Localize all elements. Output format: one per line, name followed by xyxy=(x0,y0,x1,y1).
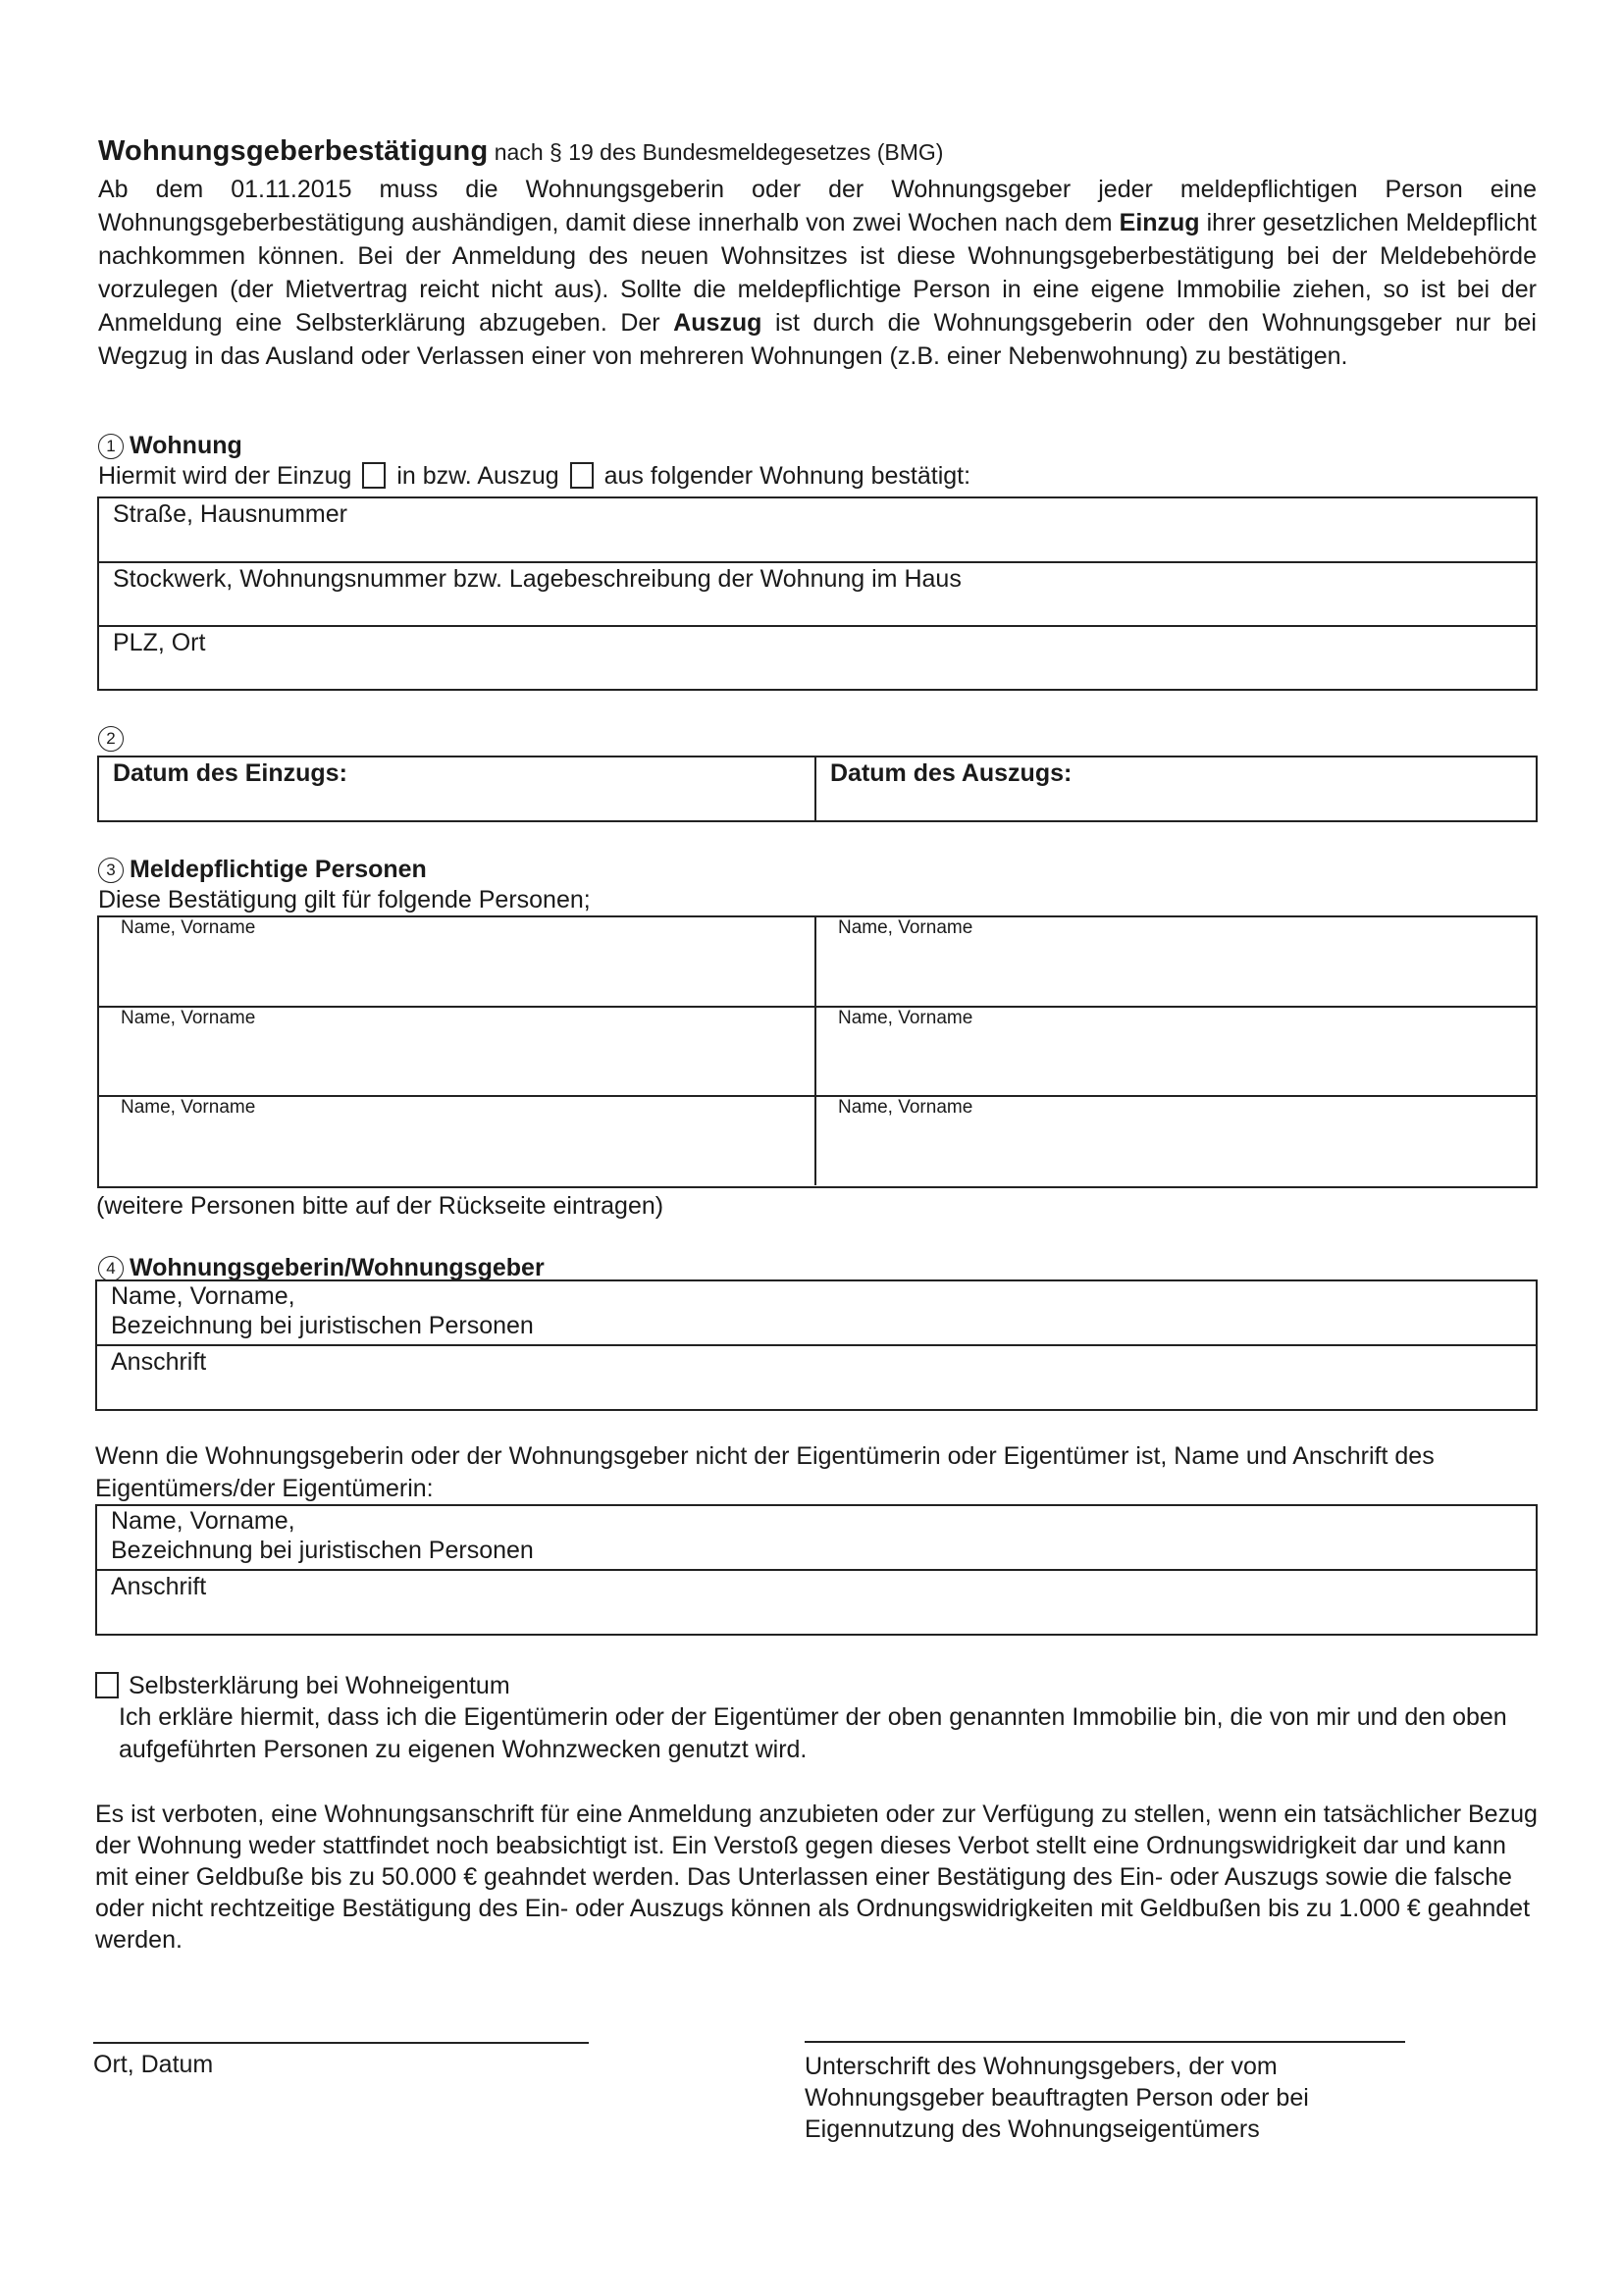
section-2-heading xyxy=(98,726,130,752)
person-6-input[interactable] xyxy=(816,1097,1536,1185)
circled-number-2-icon: 2 xyxy=(98,726,124,752)
einzug-checkbox[interactable] xyxy=(362,462,386,489)
landlord-signature-label xyxy=(805,2051,1492,2145)
person-2-input[interactable] xyxy=(816,917,1536,1006)
owner-name-field[interactable] xyxy=(97,1506,1536,1571)
owner-address-field[interactable] xyxy=(97,1571,1536,1633)
owner-address-input[interactable] xyxy=(97,1571,1536,1633)
document-title xyxy=(98,135,943,168)
landlord-address-field[interactable] xyxy=(97,1346,1536,1408)
intro-text-3: ist durch die Wohnungsgeberin oder den Wohnungsgeber nur bei Wegzug in das Ausland oder Verlassen einer von mehreren Wohnungen (z.B. einer Nebenwohnung) zu bestätigen. xyxy=(98,309,1537,370)
person-3-field[interactable] xyxy=(99,1008,816,1095)
owner-name-label-line-2: Bezeichnung bei juristischen Personen xyxy=(111,1537,534,1564)
move-confirmation-line xyxy=(98,462,970,491)
owner-box xyxy=(95,1504,1538,1636)
self-declaration-text: Ich erkläre hiermit, dass ich die Eigentümerin oder der Eigentümer der oben genannten Immobilie bin, die von mir und den oben aufgeführten Personen zu eigenen Wohnzwecken genutzt wird. xyxy=(119,1703,1507,1763)
move-out-date-field[interactable] xyxy=(816,757,1536,820)
landlord-box xyxy=(95,1279,1538,1411)
persons-table xyxy=(97,915,1538,1188)
move-in-date-field[interactable] xyxy=(99,757,816,820)
owner-intro: Wenn die Wohnungsgeberin oder der Wohnungsgeber nicht der Eigentümerin oder Eigentümer ist, Name und Anschrift des Eigentümers/der Eigentümerin: xyxy=(95,1442,1435,1502)
dates-box xyxy=(97,756,1538,822)
person-5-label: Name, Vorname xyxy=(121,1097,256,1118)
person-5-input[interactable] xyxy=(99,1097,814,1185)
confirm-suffix: aus folgender Wohnung bestätigt: xyxy=(603,462,971,490)
person-5-field[interactable] xyxy=(99,1097,816,1185)
zip-city-input[interactable] xyxy=(99,627,1536,688)
person-6-field[interactable] xyxy=(816,1097,1536,1185)
legal-notice: Es ist verboten, eine Wohnungsanschrift für eine Anmeldung anzubieten oder zur Verfügung zu stellen, wenn ein tatsächlicher Bezug der Wohnung weder stattfindet noch beabsichtigt ist. Ein Verstoß gegen dieses Verbot stellt eine Ordnungswidrigkeit dar und kann mit einer Geldbuße bis zu 50.000 € geahndet werden. Das Unterlassen einer Bestätigung des Ein- oder Auszugs sowie die falsche oder nicht rechtzeitige Bestätigung des Ein- oder Auszugs können als Ordnungswidrigkeiten mit Geldbußen bis zu 1.000 € geahndet werden. xyxy=(95,1800,1538,1954)
landlord-address-input[interactable] xyxy=(97,1346,1536,1408)
self-declaration-row xyxy=(95,1672,510,1700)
title-main: Wohnungsgeberbestätigung xyxy=(98,135,489,167)
section-3-title: Meldepflichtige Personen xyxy=(130,856,427,883)
auszug-checkbox[interactable] xyxy=(570,462,594,489)
landlord-name-input[interactable] xyxy=(97,1281,1536,1344)
intro-paragraph xyxy=(98,173,1537,373)
landlord-name-field[interactable] xyxy=(97,1281,1536,1346)
person-4-field[interactable] xyxy=(816,1008,1536,1095)
signature-label-line-3: Eigennutzung des Wohnungseigentümers xyxy=(805,2115,1260,2143)
self-declaration-checkbox[interactable] xyxy=(95,1672,119,1698)
street-input[interactable] xyxy=(99,498,1536,561)
landlord-name-label-line-2: Bezeichnung bei juristischen Personen xyxy=(111,1312,534,1339)
section-3-heading xyxy=(98,856,427,884)
signature-label-line-2: Wohnungsgeber beauftragten Person oder bei xyxy=(805,2084,1309,2112)
title-subtitle: nach § 19 des Bundesmeldegesetzes (BMG) xyxy=(488,139,944,165)
landlord-signature-line[interactable] xyxy=(805,2041,1405,2043)
intro-text-2: ihrer gesetzlichen Meldepflicht nachkommen können. Bei der Anmeldung des neuen Wohnsitzes ist diese Wohnungsgeberbestätigung bei der Meldebehörde vorzulegen (der Mietvertrag reicht nicht aus). Sollte die meldepflichtige Person in eine eigene Immobilie ziehen, so ist bei der Anmeldung eine Selbsterklärung abzugeben. Der xyxy=(98,209,1537,337)
floor-input[interactable] xyxy=(99,563,1536,625)
intro-bold-einzug: Einzug xyxy=(1119,209,1200,236)
section-4-title: Wohnungsgeberin/Wohnungsgeber xyxy=(130,1254,545,1281)
zip-city-field[interactable] xyxy=(99,627,1536,688)
self-declaration-label: Selbsterklärung bei Wohneigentum xyxy=(129,1672,510,1699)
person-1-label: Name, Vorname xyxy=(121,917,256,938)
persons-row-1 xyxy=(99,917,1536,1008)
person-2-label: Name, Vorname xyxy=(838,917,973,938)
person-4-label: Name, Vorname xyxy=(838,1008,973,1028)
floor-label: Stockwerk, Wohnungsnummer bzw. Lagebeschreibung der Wohnung im Haus xyxy=(113,565,962,593)
persons-row-3 xyxy=(99,1097,1536,1185)
owner-name-input[interactable] xyxy=(97,1506,1536,1569)
apartment-address-box xyxy=(97,496,1538,691)
floor-field[interactable] xyxy=(99,563,1536,627)
person-3-input[interactable] xyxy=(99,1008,814,1095)
owner-address-label: Anschrift xyxy=(111,1573,207,1600)
landlord-name-label-line-1: Name, Vorname, xyxy=(111,1282,295,1310)
person-3-label: Name, Vorname xyxy=(121,1008,256,1028)
place-date-label: Ort, Datum xyxy=(93,2051,214,2078)
place-date-signature-line[interactable] xyxy=(93,2042,589,2044)
circled-number-4-icon: 4 xyxy=(98,1256,124,1281)
zip-city-label: PLZ, Ort xyxy=(113,629,206,656)
einzug-label: Hiermit wird der Einzug xyxy=(98,462,352,490)
person-1-input[interactable] xyxy=(99,917,814,1006)
circled-number-3-icon: 3 xyxy=(98,858,124,883)
section-3-subtitle: Diese Bestätigung gilt für folgende Personen; xyxy=(98,886,591,913)
owner-name-label-line-1: Name, Vorname, xyxy=(111,1507,295,1535)
street-field[interactable] xyxy=(99,498,1536,563)
auszug-label: in bzw. Auszug xyxy=(396,462,559,490)
move-in-date-label: Datum des Einzugs: xyxy=(113,759,347,787)
person-2-field[interactable] xyxy=(816,917,1536,1006)
intro-bold-auszug: Auszug xyxy=(673,309,762,337)
intro-text-1: Ab dem 01.11.2015 muss die Wohnungsgeberin oder der Wohnungsgeber jeder meldepflichtigen Person eine Wohnungsgeberbestätigung aushändigen, damit diese innerhalb von zwei Wochen nach dem xyxy=(98,176,1537,236)
person-6-label: Name, Vorname xyxy=(838,1097,973,1118)
persons-row-2 xyxy=(99,1008,1536,1097)
additional-persons-note: (weitere Personen bitte auf der Rückseite eintragen) xyxy=(96,1192,664,1220)
move-out-date-label: Datum des Auszugs: xyxy=(830,759,1073,787)
person-4-input[interactable] xyxy=(816,1008,1536,1095)
signature-label-line-1: Unterschrift des Wohnungsgebers, der vom xyxy=(805,2053,1278,2080)
person-1-field[interactable] xyxy=(99,917,816,1006)
move-out-date-input[interactable] xyxy=(816,757,1536,820)
section-1-title: Wohnung xyxy=(130,432,242,459)
street-label: Straße, Hausnummer xyxy=(113,500,347,528)
section-4-heading xyxy=(98,1254,545,1282)
section-1-heading xyxy=(98,432,242,460)
landlord-address-label: Anschrift xyxy=(111,1348,207,1376)
circled-number-1-icon: 1 xyxy=(98,434,124,459)
move-in-date-input[interactable] xyxy=(99,757,814,820)
